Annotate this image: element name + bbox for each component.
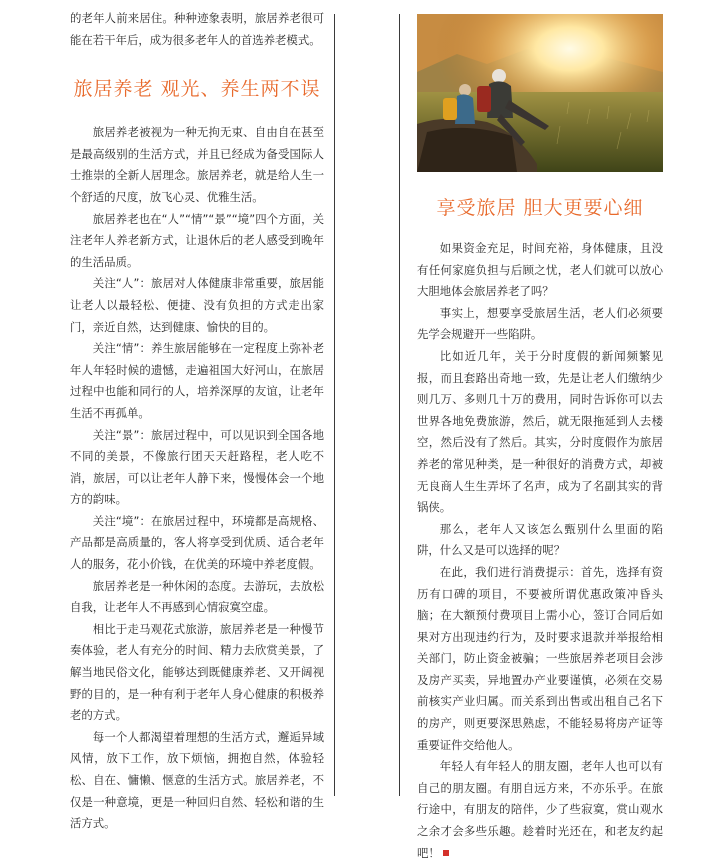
hikers-sunset-photo	[417, 14, 663, 172]
end-mark-icon	[443, 850, 449, 856]
column-divider-left	[334, 14, 335, 796]
body-paragraph: 在此，我们进行消费提示：首先，选择有资历有口碑的项目，不要被所谓优惠政策冲昏头脑；在大额预付费项目上需小心，签订合同后如果对方出现违约行为，及时要求退款并举报给相关部门，防止资金被骗；一些旅居养老项目会涉及房产买卖，异地置办产业要谨慎，必须在交易前核实产业归属。而关系到出售或出租自己名下的房产，则更要深思熟虑，不能轻易将房产证等重要证件交给他人。	[417, 564, 663, 752]
last-paragraph	[417, 756, 663, 864]
body-paragraph: 每一个人都渴望着理想的生活方式，邂逅异域风情，放下工作，放下烦恼，拥抱自然，体验轻松、自在、慵懒、惬意的生活方式。旅居养老，不仅是一种意境，更是一种回归自然、轻松和谐的生活方式。	[70, 729, 324, 831]
section-heading-right: 享受旅居 胆大更要心细	[436, 197, 644, 219]
body-paragraph: 比如近几年，关于分时度假的新闻频繁见报，而且套路出奇地一致，先是让老人们缴纳少则几万、多则几十万的费用，同时告诉你可以去世界各地免费旅游，然后，就无限拖延到人去楼空，然后没有了然后。其实，分时度假作为旅居养老的常见种类，是一种很好的消费方式，却被无良商人生生弄坏了名声，成为了名副其实的背锅侠。	[417, 348, 663, 515]
intro-paragraph: 的老年人前来居住。种种迹象表明，旅居养老很可能在若干年后，成为很多老年人的首选养老模式。	[70, 11, 324, 47]
body-paragraph: 关注“境”：在旅居过程中，环境都是高规格、产品都是高质量的，客人将享受到优质、适合老年人的服务，花小价钱，在优美的环境中养老度假。	[70, 513, 324, 572]
body-paragraph: 相比于走马观花式旅游，旅居养老是一种慢节奏体验，老人有充分的时间、精力去欣赏美景，了解当地民俗文化，能够达到既健康养老、又开阔视野的目的，是一种有利于老年人身心健康的积极养老的方式。	[70, 621, 324, 723]
body-paragraph: 关注“情”：养生旅居能够在一定程度上弥补老年人年轻时候的遗憾，走遍祖国大好河山，在旅居过程中也能和同行的人，培养深厚的友谊，让老年生活不再孤单。	[70, 341, 324, 420]
right-column	[417, 0, 663, 860]
body-paragraph: 如果资金充足，时间充裕，身体健康，且没有任何家庭负担与后顾之忧，老人们就可以放心大胆地体会旅居养老了吗？	[417, 241, 663, 299]
body-paragraph: 旅居养老也在“人”“情”“景”“境”四个方面，关注老年人养老新方式，让退休后的老人感受到晚年的生活品质。	[70, 211, 324, 269]
section-heading-left: 旅居养老 观光、养生两不误	[73, 78, 321, 101]
body-paragraph: 旅居养老是一种休闲的态度。去游玩，去放松自我，让老年人不再感到心情寂寞空虚。	[70, 578, 324, 615]
column-divider-right	[399, 14, 400, 796]
body-paragraph: 关注“人”：旅居对人体健康非常重要，旅居能让老人以最轻松、便捷、没有负担的方式走出家门，亲近自然，达到健康、愉快的目的。	[70, 276, 324, 334]
last-paragraph-text: 年轻人有年轻人的朋友圈，老年人也可以有自己的朋友圈。有朋自远方来，不亦乐乎。在旅行途中，有朋友的陪伴，少了些寂寞，赏山观水之余才会多些乐趣。趁着时光还在，和老友约起吧！	[417, 759, 663, 860]
body-paragraph: 旅居养老被视为一种无拘无束、自由自在甚至是最高级别的生活方式，并且已经成为备受国际人士推崇的全新人居理念。旅居养老，就是给人生一个舒适的尺度，放飞心灵、优雅生活。	[70, 125, 324, 204]
left-column	[70, 0, 324, 831]
body-paragraph: 关注“景”：旅居过程中，可以见识到全国各地不同的美景，不像旅行团天天赶路程，老人吃不消，旅居，可以让老年人静下来，慢慢体会一个地方的韵味。	[70, 427, 324, 507]
body-paragraph: 事实上，想要享受旅居生活，老人们必须要先学会规避开一些陷阱。	[417, 305, 663, 342]
body-paragraph: 那么，老年人又该怎么甄别什么里面的陷阱，什么又是可以选择的呢？	[417, 521, 663, 558]
